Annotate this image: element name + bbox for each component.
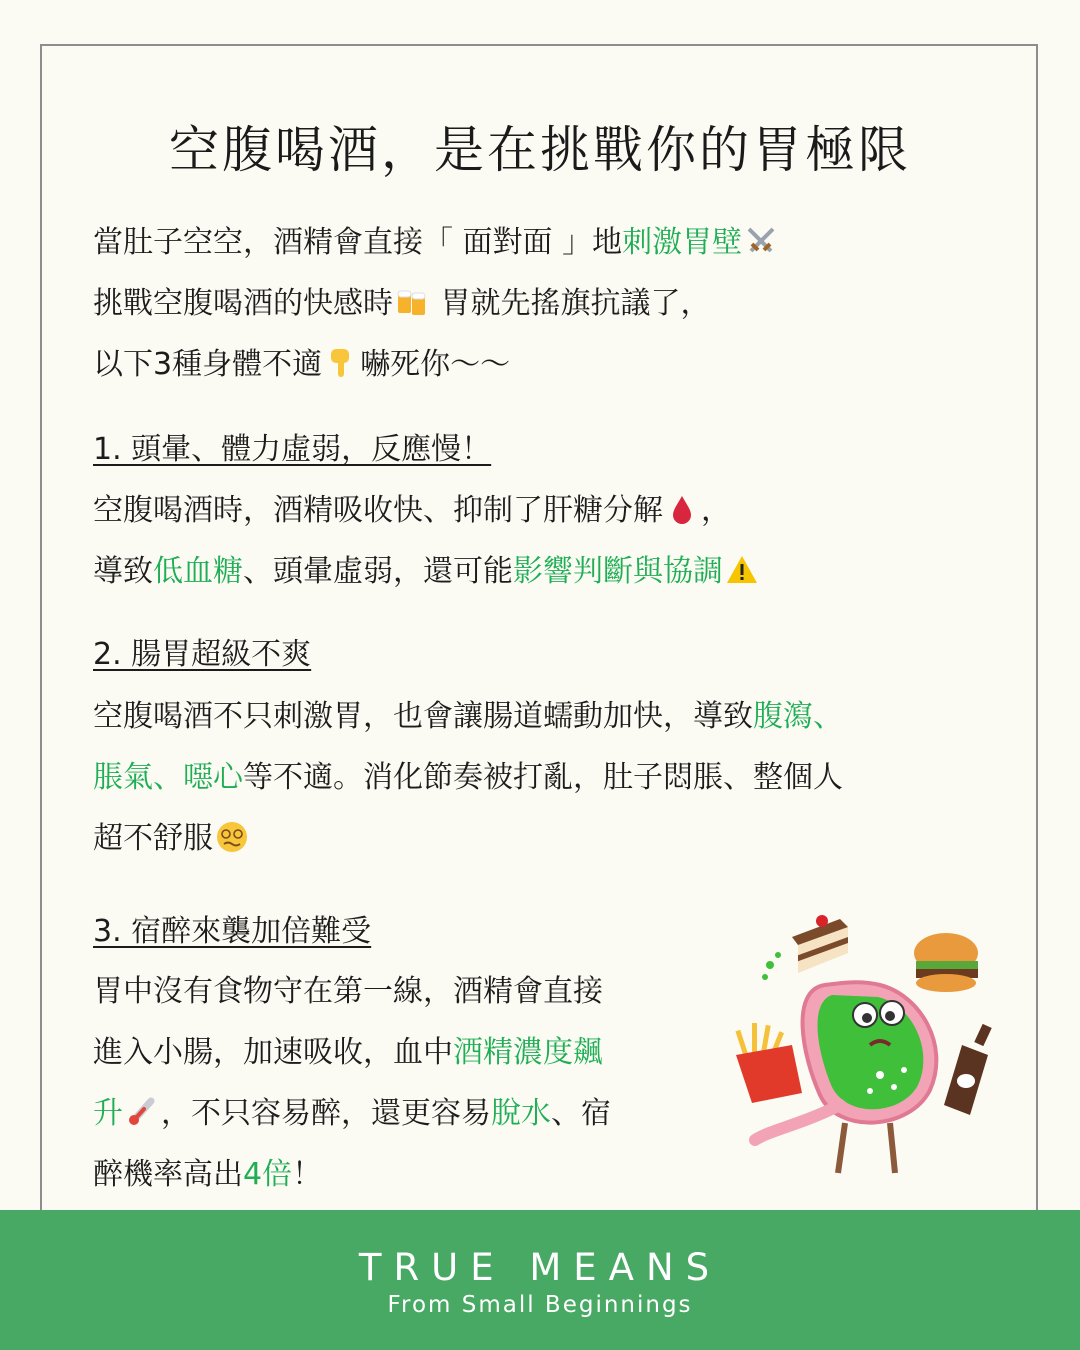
section-2-line-1: 空腹喝酒不只刺激胃，也會讓腸道蠕動加快，導致腹瀉、 [93, 699, 843, 734]
section-2-line-2: 脹氣、噁心等不適。消化節奏被打亂，肚子悶脹、整個人 [93, 760, 843, 795]
intro-line-2: 挑戰空腹喝酒的快感時 胃就先搖旗抗議了， [93, 286, 711, 321]
section-3-body [93, 961, 611, 1205]
crossed-swords-icon [744, 224, 778, 258]
fries-icon [735, 1023, 802, 1103]
blood-drop-icon [665, 492, 699, 526]
highlight-text: 影響判斷與協調 [513, 554, 723, 589]
brand-tagline: From Small Beginnings [387, 1292, 693, 1318]
warning-icon [725, 553, 759, 587]
intro-line-1: 當肚子空空，酒精會直接「 面對面 」地刺激胃壁 [93, 212, 780, 273]
section-2-heading: 2. 腸胃超級不爽 [93, 637, 312, 672]
thermometer-icon [125, 1095, 159, 1129]
highlight-text: 低血糖 [153, 554, 243, 589]
highlight-text: 脫水 [491, 1096, 551, 1131]
highlight-text: 刺激胃壁 [622, 225, 743, 260]
highlight-text: 酒精濃度飆 [453, 1035, 603, 1070]
footer-bar [0, 1210, 1080, 1350]
section-1-line-2: 導致低血糖、頭暈虛弱，還可能影響判斷與協調 [93, 541, 761, 602]
burger-icon [914, 933, 978, 992]
highlight-text: 腹瀉、 [753, 699, 843, 734]
intro-paragraph [93, 212, 780, 395]
highlight-text: 升 [93, 1096, 123, 1131]
section-3-line-3: 升 ，不只容易醉，還更容易脫水、宿 [93, 1096, 611, 1131]
beer-mugs-icon [395, 285, 429, 319]
section-3-line-4: 醉機率高出4倍！ [93, 1157, 323, 1192]
section-2-line-3: 超不舒服 [93, 808, 843, 869]
dizzy-face-icon [215, 820, 249, 854]
intro-line-3: 以下3種身體不適 嚇死你～～ [93, 347, 511, 382]
stomach-illustration [730, 905, 1010, 1205]
section-3-line-1: 胃中沒有食物守在第一線，酒精會直接 [93, 974, 603, 1009]
bottle-icon [944, 1024, 992, 1115]
highlight-text: 脹氣、噁心 [93, 760, 243, 795]
page-title: 空腹喝酒，是在挑戰你的胃極限 [169, 121, 911, 179]
brand-name: TRUE MEANS [358, 1246, 722, 1289]
section-1-body [93, 480, 761, 602]
highlight-text: 4倍 [243, 1157, 293, 1192]
section-1-heading: 1. 頭暈、體力虛弱，反應慢！ [93, 432, 492, 467]
section-3-line-2: 進入小腸，加速吸收，血中酒精濃度飆 [93, 1035, 603, 1070]
section-2-body [93, 686, 843, 869]
pointing-down-icon [324, 346, 358, 380]
section-1-line-1: 空腹喝酒時，酒精吸收快、抑制了肝糖分解 ， [93, 493, 731, 528]
section-3-heading: 3. 宿醉來襲加倍難受 [93, 914, 372, 949]
cake-icon [792, 915, 848, 973]
